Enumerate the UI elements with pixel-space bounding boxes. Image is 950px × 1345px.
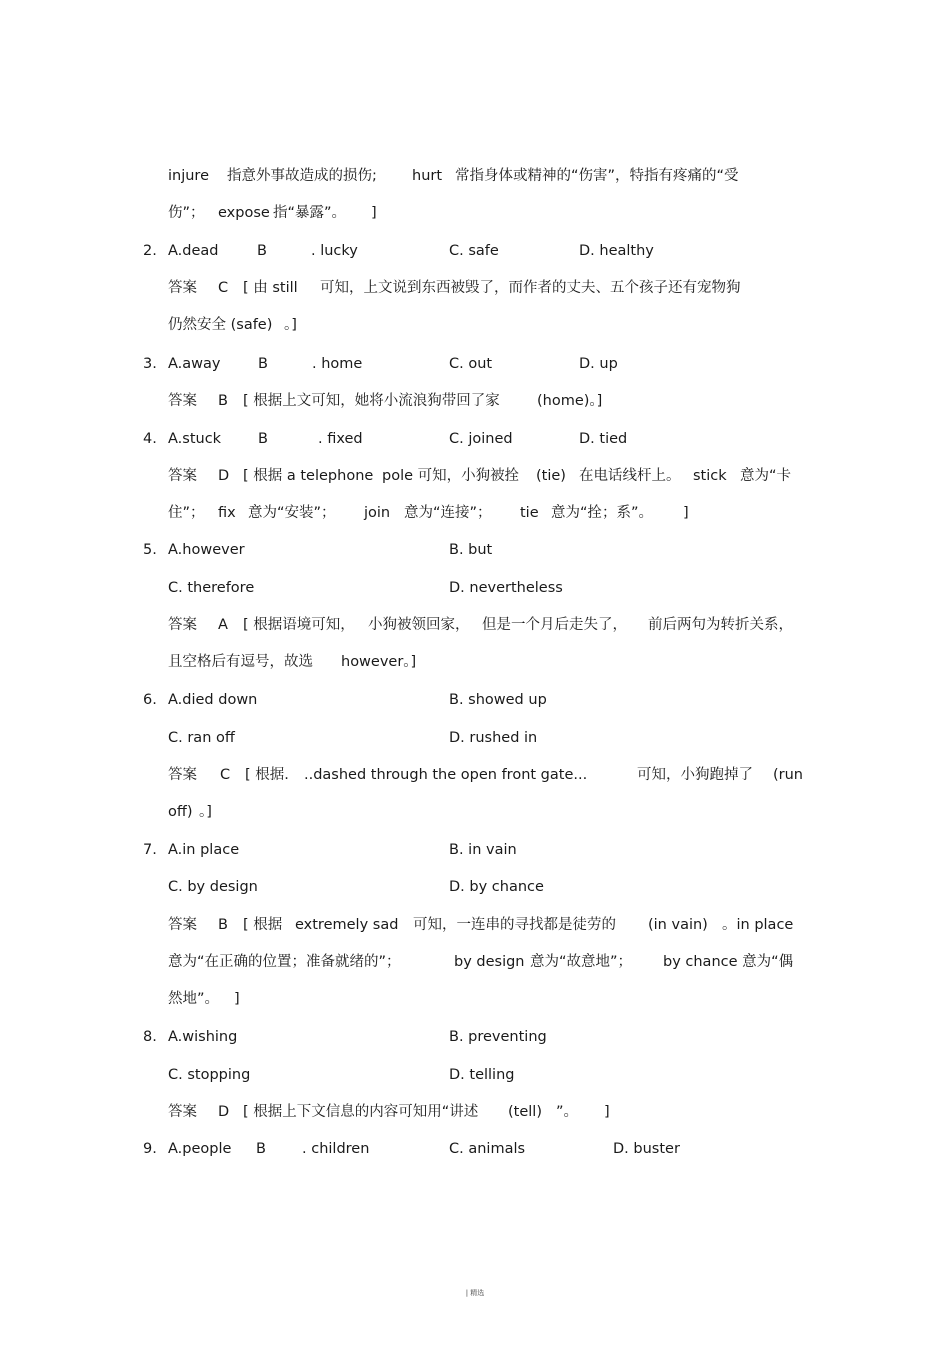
text-segment: B [256, 1141, 266, 1157]
text-segment: 可知，小狗跑掉了 [637, 767, 753, 783]
text-segment: C. ran off [168, 730, 235, 746]
text-segment: D [218, 1104, 230, 1120]
text-segment: D. tied [579, 431, 628, 447]
text-segment: . lucky [311, 243, 358, 259]
text-segment: A.dead [168, 243, 219, 259]
text-segment: 。in place [722, 917, 794, 933]
text-segment: B. but [449, 542, 493, 558]
text-segment: 答案 [168, 468, 197, 484]
text-segment: stick [693, 468, 727, 484]
text-segment: 意为“安装”； [248, 505, 336, 521]
text-segment: A.died down [168, 692, 258, 708]
text-segment: 答案 [168, 767, 197, 783]
text-segment: C. therefore [168, 580, 255, 596]
text-segment: 答案 [168, 280, 197, 296]
text-segment: 前后两句为转折关系， [648, 617, 793, 633]
text-segment: A.stuck [168, 431, 222, 447]
text-segment: 意为“拴；系”。 [551, 505, 654, 521]
text-segment: off) [168, 804, 193, 820]
text-segment: by chance 意为“偶 [663, 954, 794, 970]
text-segment: A.people [168, 1141, 232, 1157]
text-segment: D. telling [449, 1067, 515, 1083]
text-segment: 伤”； [168, 205, 205, 221]
text-segment: extremely sad [295, 917, 399, 933]
text-segment: A.wishing [168, 1029, 238, 1045]
text-segment: ..dashed through the open front gate... [304, 767, 588, 783]
text-segment: A.in place [168, 842, 240, 858]
text-segment: pole 可知，小狗被拴 [382, 468, 520, 484]
text-segment: B [258, 431, 268, 447]
text-segment: B [258, 356, 268, 372]
text-segment: ] [234, 991, 240, 1007]
text-segment: 答案 [168, 393, 197, 409]
text-segment: 意为“连接”； [404, 505, 492, 521]
text-segment: 答案 [168, 917, 197, 933]
text-segment: [ 根据 a telephone [243, 468, 374, 484]
text-segment: C. animals [449, 1141, 526, 1157]
text-segment: D. healthy [579, 243, 654, 259]
text-segment: 但是一个月后走失了， [482, 617, 627, 633]
text-segment: A.away [168, 356, 221, 372]
page-footer: | 精选 [465, 1289, 485, 1297]
text-segment: 3. [143, 356, 157, 372]
text-segment: 然地”。 [168, 991, 220, 1007]
text-segment: ] [371, 205, 377, 221]
text-segment: . home [312, 356, 363, 372]
text-segment: expose [218, 205, 270, 221]
text-segment: [ 根据 [243, 917, 283, 933]
text-segment: [ 根据. [245, 767, 289, 783]
text-segment: tie [520, 505, 539, 521]
text-segment: 意为“故意地”； [530, 954, 633, 970]
text-segment: B [257, 243, 267, 259]
text-segment: (in vain) [648, 917, 708, 933]
text-segment: 且空格后有逗号，故选 [168, 654, 313, 670]
text-segment: fix [218, 505, 236, 521]
text-segment: 6. [143, 692, 157, 708]
text-segment: . children [302, 1141, 370, 1157]
text-segment: C [220, 767, 231, 783]
text-segment: D. up [579, 356, 618, 372]
text-segment: (home)。] [537, 393, 603, 409]
text-segment: A [218, 617, 228, 633]
text-segment: 9. [143, 1141, 157, 1157]
text-segment: by design [454, 954, 525, 970]
text-segment: 小狗被领回家， [368, 617, 470, 633]
text-segment: 5. [143, 542, 157, 558]
text-segment: B. showed up [449, 692, 547, 708]
text-segment: [ 根据上下文信息的内容可知用“讲述 [243, 1104, 479, 1120]
text-segment: D. nevertheless [449, 580, 563, 596]
text-segment: ] [683, 505, 689, 521]
text-segment: 。] [199, 804, 212, 820]
text-segment: 仍然安全 (safe) [168, 317, 273, 333]
text-segment: 在电话线杆上。 [579, 468, 681, 484]
text-segment: 答案 [168, 1104, 197, 1120]
text-segment: 指意外事故造成的损伤; [227, 168, 377, 184]
text-segment: 意为“卡 [740, 468, 792, 484]
text-segment: D. buster [613, 1141, 680, 1157]
text-segment: B. preventing [449, 1029, 547, 1045]
text-segment: C. joined [449, 431, 513, 447]
text-segment: [ 由 still [243, 280, 298, 296]
text-segment: 2. [143, 243, 157, 259]
text-segment: D. rushed in [449, 730, 538, 746]
text-segment: A.however [168, 542, 245, 558]
text-segment: however。] [341, 654, 417, 670]
text-segment: 4. [143, 431, 157, 447]
text-segment: [ 根据语境可知， [243, 617, 355, 633]
text-segment: (run [773, 767, 803, 783]
text-segment: injure [168, 168, 210, 184]
text-segment: 答案 [168, 617, 197, 633]
text-segment: 意为“在正确的位置；准备就绪的”； [168, 954, 401, 970]
text-segment: [ 根据上文可知，她将小流浪狗带回了家 [243, 393, 500, 409]
text-segment: . fixed [318, 431, 363, 447]
text-segment: (tell) [508, 1104, 542, 1120]
text-segment: C. stopping [168, 1067, 251, 1083]
text-segment: 可知，一连串的寻找都是徒劳的 [413, 917, 616, 933]
text-segment: 指“暴露”。 [273, 205, 347, 221]
text-segment: B. in vain [449, 842, 517, 858]
text-segment: C. safe [449, 243, 499, 259]
text-segment: 7. [143, 842, 157, 858]
text-segment: C. by design [168, 879, 258, 895]
text-segment: join [364, 505, 391, 521]
text-segment: 8. [143, 1029, 157, 1045]
text-segment: B [218, 917, 228, 933]
text-segment: D. by chance [449, 879, 544, 895]
text-segment: C. out [449, 356, 493, 372]
text-segment: D [218, 468, 230, 484]
text-segment: 常指身体或精神的“伤害”，特指有疼痛的“受 [455, 168, 739, 184]
text-segment: C [218, 280, 229, 296]
text-segment: B [218, 393, 228, 409]
text-segment: ] [604, 1104, 610, 1120]
text-segment: 。] [284, 317, 297, 333]
text-segment: (tie) [536, 468, 566, 484]
text-segment: hurt [412, 168, 443, 184]
text-segment: 住”； [168, 505, 205, 521]
text-segment: 可知，上文说到东西被毁了，而作者的丈夫、五个孩子还有宠物狗 [320, 280, 741, 296]
text-segment: ”。 [556, 1104, 579, 1120]
